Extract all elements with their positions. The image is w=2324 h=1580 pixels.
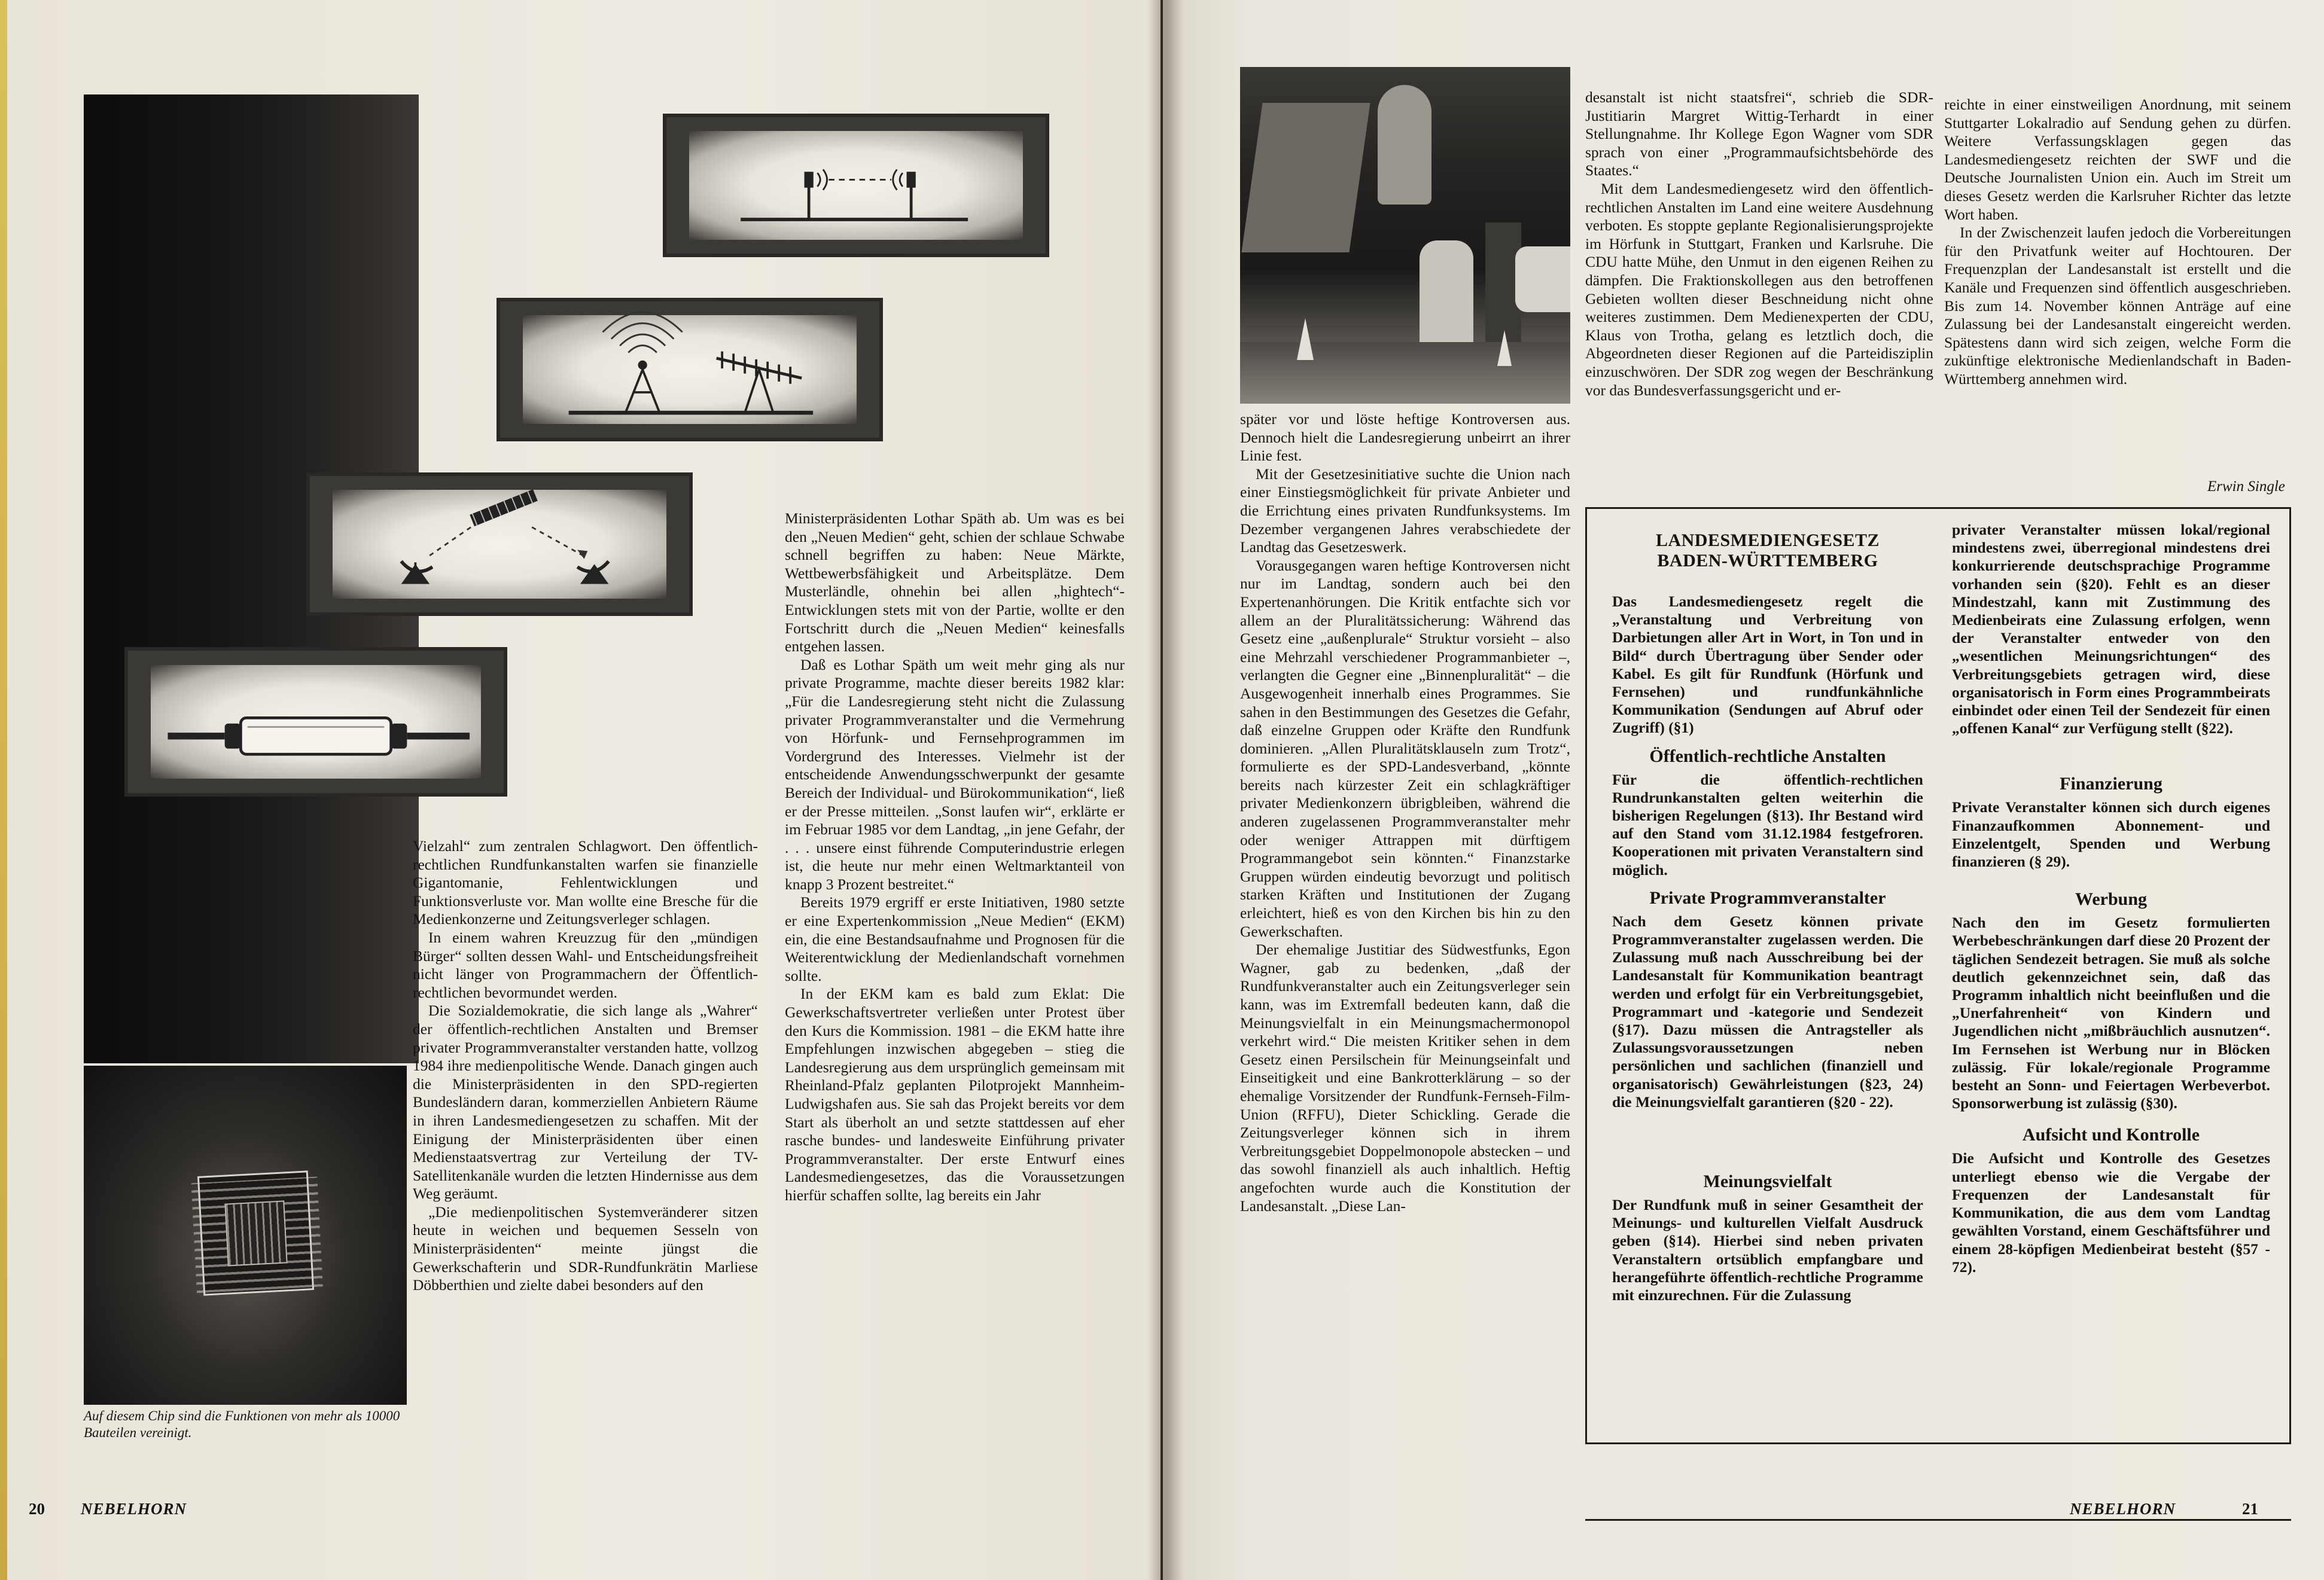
box-text-zulassung: privater Veranstalter müssen lokal/regional mindestens zwei, überregional mindestens drei konkurrierende deutschsprachige Programme vorhanden sein (§20). Fehlt es an dieser Mindestzahl, kann mit Zustimmung des Medienbeirats eine Zulassung erfolgen, wenn der Veranstalter entweder von den „wesentlichen Meinungsrichtungen“ des Verbreitungsgebiets getragen wird, diese organisatorisch in Form eines Programmbeirats einbindet oder einen Teil der Sendezeit für einen „offenen Kanal“ zur Verfügung stellt (§22).	[1952, 521, 2270, 737]
article-column-3	[1240, 410, 1570, 1215]
author-signature: Erwin Single	[2207, 478, 2285, 495]
info-box-column-left	[1612, 530, 1923, 1304]
street-photo	[1240, 67, 1570, 404]
paragraph: Daß es Lothar Späth um weit mehr ging als nur private Programme, machte dieser bereits 1982 klar: „Für die Landesregierung steht nicht die Zulassung privater Programmveranstalter und die Vermehrung von Hörfunk- und Fernsehprogrammen im Vordergrund des Interesses. Vielmehr ist der entscheidende Anwendungsschwerpunkt der gesamte Bereich der Individual- und Bürokommunikation“, ließ er der Presse mitteilen. „Sonst laufen wir“, erklärte er im Februar 1985 vor dem Landtag, „in jene Gefahr, der . . . unsere einst führende Computerindustrie erlegen ist, die heute nur mehr einen Weltmarktanteil von knapp 3 Prozent bestreitet.“	[785, 655, 1125, 893]
paragraph: reichte in einer einstweiligen Anordnung, mit seinem Stuttgarter Lokalradio auf Sendung gehen zu dürfen. Weitere Verfassungsklagen gegen das Landesmediengesetz reichten der SWF und die Deutsche Journalisten Union ein. Auch im Streit um dieses Gesetz werden die Karlsruher Richter das letzte Wort haben.	[1944, 96, 2291, 223]
paragraph: Vorausgegangen waren heftige Kontroversen nicht nur im Landtag, sondern auch bei den Expertenanhörungen. Die Kritik entfachte sich vor allem an der Pluralitätssicherung: Während das Gesetz eine „außenplurale“ Struktur vorsieht – also eine Mehrzahl verschiedener Programmanbieter –, verlangten die Gegner eine „Binnenpluralität“ – die Ausgewogenheit innerhalb eines Programmes. Sie sahen in den Bestimmungen des Gesetzes die Gefahr, daß einzelne Gruppen oder Kräfte den Rundfunk dominieren. „Allen Pluralitätsklauseln zum Trotz“, formulierte es der SPD-Landesverband, „könnte bereits nach kürzester Zeit ein schlagkräftiger privater Medienkonzern übrigbleiben, während die anderen zugelassenen Programmveranstalter mehr oder weniger Attrappen mit dürftigem Programmangebot sein könnten.“ Finanzstarke Gruppen würden eindeutig bevorzugt und politisch starken Kräften und Institutionen der Zugang erleichtert, hieß es von den Kirchen bis hin zu den Gewerkschaften.	[1240, 556, 1570, 940]
left-page	[0, 0, 1161, 1580]
broadcast-drawing	[500, 301, 879, 438]
radio-link-drawing	[666, 117, 1046, 254]
photo-caption: Auf diesem Chip sind die Funktionen von mehr als 10000 Bauteilen vereinigt.	[84, 1408, 400, 1440]
illustration-broadcast-tower	[497, 298, 883, 441]
box-heading-werbung: Werbung	[2075, 889, 2148, 910]
chip-photo	[84, 1066, 407, 1405]
box-intro: Das Landesmediengesetz regelt die „Veranstaltung und Verbreitung von Darbietungen aller Art in Wort, in Ton und in Bild“ durch Übertragung über Sender oder Kabel. Es gilt für Rundfunk (Hörfunk und Fernsehen) und rundfunkähnliche Kommunikation (Sendungen auf Abruf oder Zugriff) (§1)	[1612, 593, 1923, 737]
box-text-werbung: Nach den im Gesetz formulierten Werbebeschränkungen darf diese 20 Prozent der täglichen Sendezeit betragen. Sie muß als solche deutlich gekennzeichnet sein, daß das Programm inhaltlich nicht beeinflußen und die „Unerfahrenheit“ von Kindern und Jugendlichen nicht „mißbräuchlich ausnutzen“. Im Fernsehen ist Werbung nur in Blöcken zulässig. Für lokale/regionale Programme besteht an Sonn- und Feiertagen Werbeverbot. Sponsorwerbung ist zulässig (§30).	[1952, 914, 2270, 1112]
paragraph: desanstalt ist nicht staatsfrei“, schrieb die SDR-Justitiarin Margret Wittig-Terhardt in einer Stellungnahme. Ihr Kollege Egon Wagner vom SDR sprach von einer „Programmaufsichtsbehörde des Staates.“	[1585, 89, 1933, 179]
box-text-privat: Nach dem Gesetz können private Programmveranstalter zugelassen werden. Die Zulassung muß nach Ausschreibung bei der Landesanstalt für Kommunikation beantragt werden und erfolgt für ein Verbreitungsgebiet, Programmart und -kategorie und Sendezeit (§17). Dazu müssen die Antragsteller als Zulassungsvoraussetzungen neben persönlichen und sachlichen (finanziell und organisatorisch) Gewährleistungen (§23, 24) die Meinungsvielfalt garantieren (§20 - 22).	[1612, 912, 1923, 1111]
footer-rule-right	[1585, 1519, 2291, 1521]
paragraph: Die Sozialdemokratie, die sich lange als „Wahrer“ der öffentlich-rechtlichen Anstalten und Bremser privater Programmveranstalter verstanden hatte, vollzog 1984 ihre medienpolitische Wende. Danach gingen auch die Ministerpräsidenten in den SPD-regierten Bundesländern daran, kommerziellen Anbietern Räume in ihren Landesmediengesetzen zu schaffen. Mit der Einigung der Ministerpräsidenten über einen Medienstaatsvertrag zur Verteilung der TV-Satellitenkanäle wurden die letzten Hindernisse aus dem Weg geräumt.	[413, 1002, 758, 1203]
info-box-column-right	[1952, 521, 2270, 1276]
page-number-right: 21	[2242, 1500, 2258, 1518]
illustration-radio-link	[663, 114, 1049, 257]
spine-gutter	[1147, 0, 1183, 1580]
box-heading-oeffentlich: Öffentlich-rechtliche Anstalten	[1649, 746, 1886, 766]
box-title-line1: LANDESMEDIENGESETZ	[1655, 530, 1880, 550]
info-box-landesmediengesetz	[1585, 507, 2291, 1444]
satellite-drawing	[310, 476, 689, 612]
page-edge	[0, 0, 7, 1580]
box-text-oeffentlich: Für die öffentlich-rechtlichen Rundrunkanstalten gelten weiterhin die bisherigen Regelungen (§13). Ihr Bestand wird auf den Stand vom 31.12.1984 festgefroren. Kooperationen mit privaten Veranstaltern sind möglich.	[1612, 770, 1923, 879]
paragraph: In einem wahren Kreuzzug für den „mündigen Bürger“ sollten dessen Wahl- und Entscheidungsfreiheit nicht länger von Programmachern der Öffentlich-rechtlichen bevormundet werden.	[413, 928, 758, 1001]
box-text-aufsicht: Die Aufsicht und Kontrolle des Gesetzes unterliegt ebenso wie die Vergabe der Frequenzen der Landesanstalt für Kommunikation, die aus dem vom Landtag gewählten Vorstand, einem Geschäftsführer und einem 28-köpfigen Medienbeirat besteht (§57 - 72).	[1952, 1149, 2270, 1276]
paragraph: „Die medienpolitischen Systemveränderer sitzen heute in weichen und bequemen Sesseln von Ministerpräsidenten“ meinte jüngst die Gewerkschafterin und SDR-Rundfunkrätin Marliese Döbberthien und zielte dabei besonders auf den	[413, 1203, 758, 1294]
paragraph: Mit dem Landesmediengesetz wird den öffentlich-rechtlichen Anstalten im Land eine weitere Ausdehnung verboten. Es stoppte geplante Regionalisierungsprojekte im Hörfunk in Stuttgart, Franken und Karlsruhe. Die CDU hatte Mühe, den Unmut in den eigenen Reihen zu dämpfen. Die Fraktionskollegen aus den betroffenen Gebieten wollten dieser Beschneidung nicht ohne weiteres zustimmen. Dem Medienexperten der CDU, Klaus von Trotha, gelang es letztlich doch, die Abgeordneten dieser Regionen auf die Parteidisziplin einzuschwören. Der SDR zog wegen der Beschränkung vor das Bundesverfassungsgericht und er-	[1585, 179, 1933, 399]
illustration-satellite	[306, 472, 693, 616]
box-title	[1612, 530, 1923, 571]
paragraph: In der EKM kam es bald zum Eklat: Die Gewerkschaftsvertreter verließen unter Protest über den Kurs die Kommission. 1981 – die EKM hatte ihre Empfehlungen inzwischen abgegeben – stieg die Landesregierung aus dem ursprünglich gemeinsam mit Rheinland-Pfalz geplanten Pilotprojekt Mannheim-Ludwigshafen aus. Sie sah das Projekt bereits vor dem Start als überholt an und setzte stattdessen auf eher rasche bundes- und landesweite Einführung privater Programmveranstalter. Der erste Entwurf eines Landesmediengesetzes, das die Voraussetzungen hierfür schaffen sollte, lag bereits ein Jahr	[785, 985, 1125, 1204]
box-heading-privat: Private Programmveranstalter	[1649, 887, 1886, 908]
paragraph: später vor und löste heftige Kontroversen aus. Dennoch hielt die Landesregierung unbeirrt an ihrer Linie fest.	[1240, 410, 1570, 465]
paragraph: In der Zwischenzeit laufen jedoch die Vorbereitungen für den Privatfunk weiter auf Hochtouren. Der Frequenzplan der Landesanstalt ist erstellt und die Kanäle und Frequenzen sind öffentlich ausgeschrieben. Bis zum 14. November können Anträge auf eine Zulassung bei der Landesanstalt eingereicht werden. Spätestens dann wird sich zeigen, welche Form die zukünftige elektronische Medienlandschaft in Baden-Württemberg annehmen wird.	[1944, 224, 2291, 388]
box-heading-aufsicht: Aufsicht und Kontrolle	[2022, 1125, 2200, 1145]
box-heading-finanz: Finanzierung	[2060, 774, 2162, 794]
box-text-finanz: Private Veranstalter können sich durch eigenes Finanzaufkommen Abonnement- und Einzelentgelt, Spenden und Werbung finanzieren (§ 29).	[1952, 798, 2270, 871]
paragraph: Der ehemalige Justitiar des Südwestfunks, Egon Wagner, gab zu bedenken, „daß der Rundfunkveranstalter auch ein Zeitungsverleger sein kann, was im Extremfall bedeuten kann, daß die Meinungsvielfalt in ein Meinungsmachermonopol verkehrt wird.“ Die meisten Kritiker sehen in dem Gesetz einen Persilschein für Meinungseinfalt und Einseitigkeit und eine Bankrotterklärung – so der ehemalige Vorsitzender der Rundfunk-Fernseh-Film-Union (RFFU), Dieter Schickling. Gerade die Zeitungsverleger können sich in ihrem Verbreitungsgebiet Doppelmonopole abstecken – und das sowohl finanziell als auch inhaltlich. Heftig angefochten wurde auch die Konstitution der Landesanstalt. „Diese Lan-	[1240, 941, 1570, 1215]
article-column-1	[413, 837, 758, 1295]
illustration-cable	[124, 647, 507, 797]
microchip	[197, 1170, 314, 1295]
page-number: 20	[29, 1500, 45, 1518]
box-text-meinung: Der Rundfunk muß in seiner Gesamtheit der Meinungs- und kulturellen Vielfalt Ausdruck geben (§14). Hierbei sind neben privaten Veranstaltern ortsüblich empfangbare und herangeführte öffentlich-rechtliche Programme mit einzurechnen. Für die Zulassung	[1612, 1196, 1923, 1304]
cable-drawing	[128, 651, 504, 793]
article-column-2	[785, 510, 1125, 1205]
paragraph: Vielzahl“ zum zentralen Schlagwort. Den öffentlich-rechtlichen Rundfunkanstalten warfen sie finanzielle Gigantomanie, Fehlentwicklungen und Funktionsverluste vor. Man wollte eine Bresche für die Medienkonzerne und Zeitungsverleger schlagen.	[413, 837, 758, 928]
box-title-line2: BADEN-WÜRTTEMBERG	[1657, 551, 1878, 571]
magazine-name: NEBELHORN	[81, 1500, 187, 1518]
paragraph: Bereits 1979 ergriff er erste Initiativen, 1980 setzte er eine Expertenkommission „Neue Medien“ (EKM) ein, die eine Bestandsaufnahme und Prognosen für die Weiterentwicklung der Medienlandschaft vornehmen sollte.	[785, 893, 1125, 984]
magazine-name-right: NEBELHORN	[2070, 1500, 2176, 1518]
paragraph: Ministerpräsidenten Lothar Späth ab. Um was es bei den „Neuen Medien“ geht, schien der schlaue Schwabe schnell begriffen zu haben: Neue Märkte, Wettbewerbsfähigkeit und Arbeitsplätze. Dem Musterländle, ohnehin bei allen „hightech“-Entwicklungen stets mit von der Partie, wollte er den Fortschritt durch die „Neuen Medien“ keinesfalls entgehen lassen.	[785, 510, 1125, 655]
box-heading-meinung: Meinungsvielfalt	[1703, 1172, 1832, 1192]
article-column-5	[1944, 96, 2291, 389]
article-column-4	[1585, 89, 1933, 399]
paragraph: Mit der Gesetzesinitiative suchte die Union nach einer Einstiegsmöglichkeit für private Anbieter und die Errichtung eines privaten Rundfunksystems. Im Dezember vergangenen Jahres verabschiedete der Landtag das Gesetzeswerk.	[1240, 465, 1570, 556]
